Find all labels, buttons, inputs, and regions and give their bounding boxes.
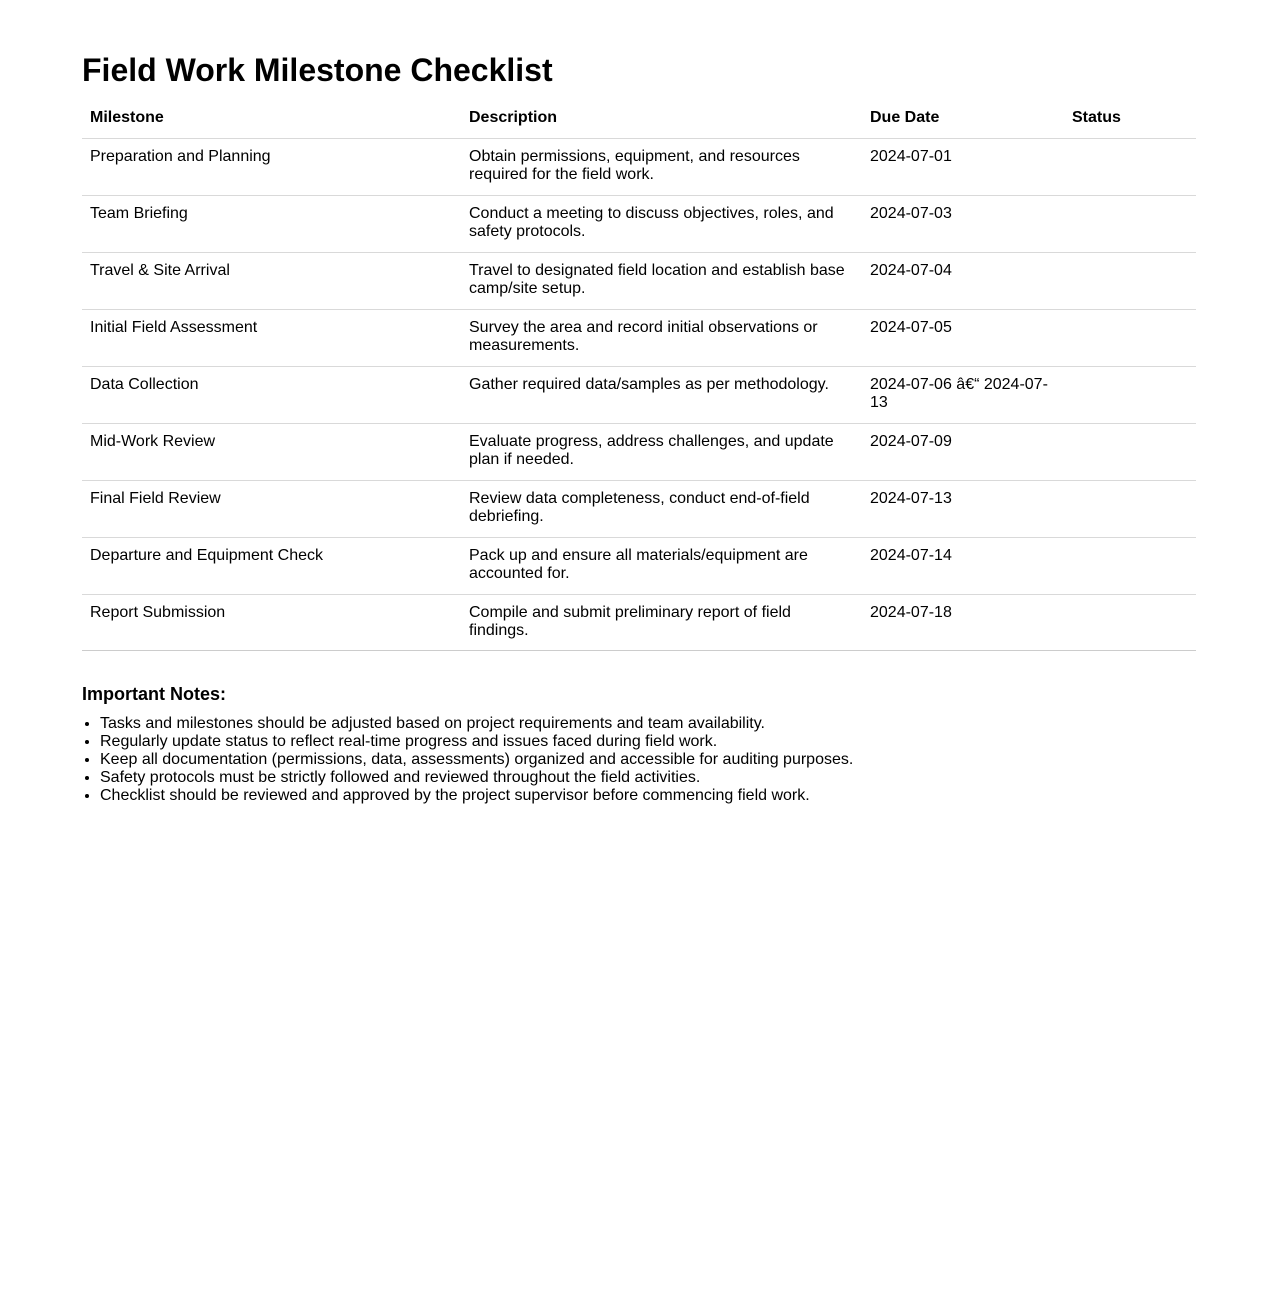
table-row (82, 367, 1196, 424)
milestone-cell: Initial Field Assessment (82, 310, 461, 367)
milestone-cell: Mid-Work Review (82, 424, 461, 481)
due-date-cell: 2024-07-14 (862, 538, 1064, 595)
milestone-cell: Data Collection (82, 367, 461, 424)
milestone-cell: Departure and Equipment Check (82, 538, 461, 595)
list-item: • Keep all documentation (permissions, data, assessments) organized and accessible for auditing purposes. (100, 751, 1196, 769)
list-item: • Regularly update status to reflect real-time progress and issues faced during field work. (100, 733, 1196, 751)
description-cell: Survey the area and record initial observations or measurements. (461, 310, 862, 367)
list-item: • Tasks and milestones should be adjusted based on project requirements and team availability. (100, 715, 1196, 733)
description-cell: Pack up and ensure all materials/equipment are accounted for. (461, 538, 862, 595)
due-date-cell: 2024-07-01 (862, 139, 1064, 196)
milestone-cell: Team Briefing (82, 196, 461, 253)
notes-list (82, 715, 1196, 805)
column-header-status: Status (1064, 108, 1196, 139)
due-date-cell: 2024-07-05 (862, 310, 1064, 367)
description-cell: Obtain permissions, equipment, and resources required for the field work. (461, 139, 862, 196)
table-row (82, 481, 1196, 538)
status-cell (1064, 595, 1196, 651)
table-row (82, 538, 1196, 595)
table-row (82, 139, 1196, 196)
description-cell: Conduct a meeting to discuss objectives, roles, and safety protocols. (461, 196, 862, 253)
table-row (82, 310, 1196, 367)
table-row (82, 253, 1196, 310)
description-cell: Gather required data/samples as per methodology. (461, 367, 862, 424)
description-cell: Review data completeness, conduct end-of-field debriefing. (461, 481, 862, 538)
due-date-cell: 2024-07-09 (862, 424, 1064, 481)
table-row (82, 424, 1196, 481)
milestone-table (82, 108, 1196, 651)
column-header-milestone: Milestone (82, 108, 461, 139)
status-cell (1064, 253, 1196, 310)
milestone-cell: Preparation and Planning (82, 139, 461, 196)
list-item: • Safety protocols must be strictly followed and reviewed throughout the field activities. (100, 769, 1196, 787)
status-cell (1064, 538, 1196, 595)
status-cell (1064, 481, 1196, 538)
status-cell (1064, 139, 1196, 196)
description-cell: Travel to designated field location and establish base camp/site setup. (461, 253, 862, 310)
due-date-cell: 2024-07-13 (862, 481, 1064, 538)
status-cell (1064, 310, 1196, 367)
list-item: • Checklist should be reviewed and approved by the project supervisor before commencing field work. (100, 787, 1196, 805)
milestone-cell: Final Field Review (82, 481, 461, 538)
status-cell (1064, 196, 1196, 253)
status-cell (1064, 424, 1196, 481)
due-date-cell: 2024-07-03 (862, 196, 1064, 253)
column-header-description: Description (461, 108, 862, 139)
due-date-cell: 2024-07-04 (862, 253, 1064, 310)
table-row (82, 196, 1196, 253)
description-cell: Evaluate progress, address challenges, and update plan if needed. (461, 424, 862, 481)
due-date-cell: 2024-07-06 â€“ 2024-07-13 (862, 367, 1064, 424)
column-header-due-date: Due Date (862, 108, 1064, 139)
milestone-cell: Travel & Site Arrival (82, 253, 461, 310)
status-cell (1064, 367, 1196, 424)
due-date-cell: 2024-07-18 (862, 595, 1064, 651)
table-header-row (82, 108, 1196, 139)
description-cell: Compile and submit preliminary report of field findings. (461, 595, 862, 651)
milestone-cell: Report Submission (82, 595, 461, 651)
table-body (82, 139, 1196, 651)
notes-heading: Important Notes: (82, 684, 226, 704)
table-row (82, 595, 1196, 651)
page-title: Field Work Milestone Checklist (82, 52, 553, 88)
